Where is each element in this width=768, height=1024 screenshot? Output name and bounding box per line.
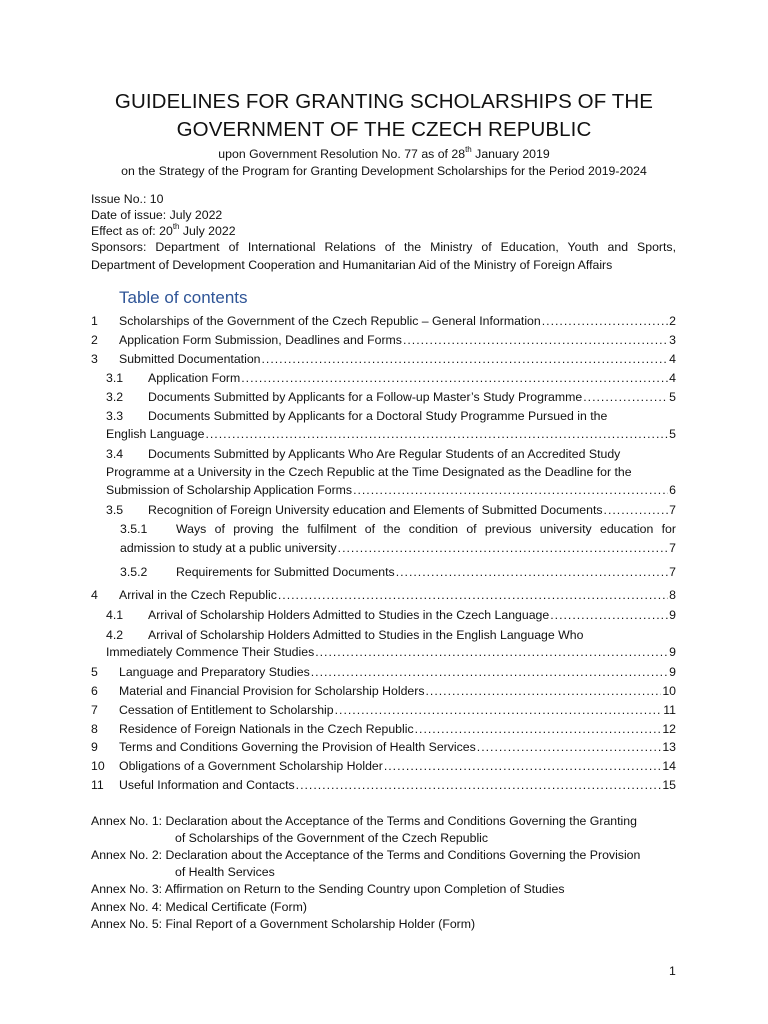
toc-title: Residence of Foreign Nationals in the Czech Republic	[119, 722, 414, 736]
effect-date: Effect as of: 20th July 2022	[91, 222, 236, 238]
toc-page-number: 10	[662, 684, 676, 698]
toc-leader	[415, 722, 662, 736]
toc-page-number: 9	[669, 608, 676, 622]
toc-title: Submitted Documentation	[119, 352, 261, 366]
toc-entry-3-5-2[interactable]	[120, 565, 676, 579]
toc-number: 1	[91, 314, 98, 328]
toc-number: 3.2	[106, 390, 124, 404]
toc-entry-3-5-1-cont[interactable]	[120, 541, 676, 555]
document-title-line2: GOVERNMENT OF THE CZECH REPUBLIC	[176, 118, 592, 141]
toc-entry-3-4-line2: Programme at a University in the Czech Republic at the Time Designated as the Deadline for the	[106, 465, 632, 479]
toc-leader	[604, 503, 669, 517]
toc-title: Recognition of Foreign University education and Elements of Submitted Documents	[148, 503, 603, 517]
toc-number: 10	[91, 759, 105, 773]
toc-number: 6	[91, 684, 98, 698]
toc-title: Terms and Conditions Governing the Provision of Health Services	[119, 740, 476, 754]
sponsors-line1: Sponsors: Department of International Relations of the Ministry of Education, Youth and Sports,	[91, 240, 676, 254]
toc-leader	[426, 684, 662, 698]
toc-leader	[384, 759, 661, 773]
toc-page-number: 9	[669, 665, 676, 679]
annex-1: Annex No. 1: Declaration about the Acceptance of the Terms and Conditions Governing the Granting	[91, 814, 637, 828]
toc-entry-4-2[interactable]	[106, 628, 583, 642]
toc-entry-3-5[interactable]	[106, 503, 676, 517]
toc-page-number: 11	[663, 703, 676, 717]
page-number: 1	[669, 964, 676, 978]
toc-title-cont: Submission of Scholarship Application Forms	[106, 483, 353, 497]
toc-title: Ways of proving the fulfilment of the condition of previous university education for	[176, 522, 676, 536]
toc-number: 3.4	[106, 447, 124, 461]
document-title-line1: GUIDELINES FOR GRANTING SCHOLARSHIPS OF THE	[114, 90, 654, 113]
toc-entry-2[interactable]	[91, 333, 676, 347]
toc-entry-9[interactable]	[91, 740, 676, 754]
toc-entry-8[interactable]	[91, 722, 676, 736]
toc-title-cont: admission to study at a public university	[120, 541, 337, 555]
toc-page-number: 4	[669, 352, 676, 366]
toc-title: Useful Information and Contacts	[119, 778, 295, 792]
toc-entry-4-2-cont[interactable]	[106, 645, 676, 659]
toc-title: Arrival of Scholarship Holders Admitted to Studies in the English Language Who	[148, 628, 584, 642]
toc-title: Requirements for Submitted Documents	[176, 565, 395, 579]
toc-entry-4-1[interactable]	[106, 608, 676, 622]
toc-title: Arrival in the Czech Republic	[119, 588, 277, 602]
toc-title-cont: English Language	[106, 427, 205, 441]
toc-number: 3.1	[106, 371, 124, 385]
toc-leader	[278, 588, 668, 602]
annex-1-cont: of Scholarships of the Government of the Czech Republic	[175, 831, 489, 845]
toc-page-number: 7	[669, 565, 676, 579]
toc-leader	[550, 608, 668, 622]
toc-title: Language and Preparatory Studies	[119, 665, 310, 679]
toc-entry-1[interactable]	[91, 314, 676, 328]
toc-number: 11	[91, 778, 104, 792]
subtitle-line1: upon Government Resolution No. 77 as of 28th January 2019	[218, 145, 550, 161]
toc-leader	[353, 483, 668, 497]
toc-leader	[296, 778, 662, 792]
toc-leader	[262, 352, 669, 366]
sponsors-line2: Department of Development Cooperation and Humanitarian Aid of the Ministry of Foreign Affairs	[91, 258, 613, 272]
toc-number: 7	[91, 703, 98, 717]
toc-entry-3-1[interactable]	[106, 371, 676, 385]
toc-number: 2	[91, 333, 98, 347]
annex-2: Annex No. 2: Declaration about the Acceptance of the Terms and Conditions Governing the Provision	[91, 848, 641, 862]
toc-page-number: 9	[669, 645, 676, 659]
toc-number: 4	[91, 588, 98, 602]
toc-page-number: 7	[669, 503, 676, 517]
toc-page-number: 15	[662, 778, 676, 792]
toc-entry-3[interactable]	[91, 352, 676, 366]
toc-entry-3-5-1[interactable]	[120, 522, 676, 536]
toc-title: Documents Submitted by Applicants for a Follow-up Master’s Study Programme	[148, 390, 583, 404]
toc-title: Cessation of Entitlement to Scholarship	[119, 703, 334, 717]
annex-4: Annex No. 4: Medical Certificate (Form)	[91, 900, 307, 914]
toc-page-number: 14	[662, 759, 676, 773]
toc-title: Material and Financial Provision for Scholarship Holders	[119, 684, 425, 698]
toc-number: 9	[91, 740, 98, 754]
toc-page-number: 4	[669, 371, 676, 385]
toc-number: 3.5.1	[120, 522, 148, 536]
toc-page-number: 2	[669, 314, 676, 328]
toc-number: 4.1	[106, 608, 124, 622]
toc-leader	[477, 740, 662, 754]
toc-title: Documents Submitted by Applicants Who Are Regular Students of an Accredited Study	[148, 447, 621, 461]
annex-3: Annex No. 3: Affirmation on Return to the Sending Country upon Completion of Studies	[91, 882, 565, 896]
toc-title: Documents Submitted by Applicants for a Doctoral Study Programme Pursued in the	[148, 409, 608, 423]
annex-2-cont: of Health Services	[175, 865, 275, 879]
subtitle-line2: on the Strategy of the Program for Granting Development Scholarships for the Period 2019-2024	[121, 164, 647, 178]
toc-entry-10[interactable]	[91, 759, 676, 773]
toc-entry-3-3-cont[interactable]	[106, 427, 676, 441]
toc-page-number: 12	[662, 722, 676, 736]
toc-entry-3-3[interactable]	[106, 409, 607, 423]
toc-entry-11[interactable]	[91, 778, 676, 792]
toc-leader	[542, 314, 668, 328]
toc-page-number: 5	[669, 427, 676, 441]
toc-title: Arrival of Scholarship Holders Admitted to Studies in the Czech Language	[148, 608, 550, 622]
toc-page-number: 7	[669, 541, 676, 555]
toc-page-number: 6	[669, 483, 676, 497]
toc-number: 3.5.2	[120, 565, 148, 579]
toc-entry-4[interactable]	[91, 588, 676, 602]
toc-entry-3-2[interactable]	[106, 390, 676, 404]
toc-entry-3-4[interactable]	[106, 447, 620, 461]
toc-number: 5	[91, 665, 98, 679]
annex-5: Annex No. 5: Final Report of a Government Scholarship Holder (Form)	[91, 917, 476, 931]
issue-number: Issue No.: 10	[91, 192, 164, 206]
toc-leader	[315, 645, 668, 659]
toc-title-cont: Immediately Commence Their Studies	[106, 645, 315, 659]
toc-leader	[403, 333, 668, 347]
toc-title: Scholarships of the Government of the Czech Republic – General Information	[119, 314, 541, 328]
toc-entry-6[interactable]	[91, 684, 676, 698]
toc-leader	[205, 427, 668, 441]
toc-leader	[338, 541, 668, 555]
toc-page-number: 13	[662, 740, 676, 754]
toc-number: 3.3	[106, 409, 124, 423]
toc-page-number: 3	[669, 333, 676, 347]
toc-entry-3-4-cont[interactable]	[106, 483, 676, 497]
toc-leader	[335, 703, 663, 717]
toc-title: Application Form Submission, Deadlines and Forms	[119, 333, 402, 347]
toc-title: Obligations of a Government Scholarship Holder	[119, 759, 383, 773]
toc-leader	[396, 565, 668, 579]
toc-page-number: 8	[669, 588, 676, 602]
toc-heading: Table of contents	[119, 288, 248, 307]
toc-number: 3.5	[106, 503, 124, 517]
toc-leader	[583, 390, 668, 404]
toc-leader	[241, 371, 668, 385]
toc-page-number: 5	[669, 390, 676, 404]
toc-entry-7[interactable]	[91, 703, 676, 717]
date-of-issue: Date of issue: July 2022	[91, 208, 223, 222]
toc-number: 4.2	[106, 628, 124, 642]
toc-leader	[311, 665, 668, 679]
toc-number: 8	[91, 722, 98, 736]
toc-title: Application Form	[148, 371, 241, 385]
toc-number: 3	[91, 352, 98, 366]
toc-entry-5[interactable]	[91, 665, 676, 679]
